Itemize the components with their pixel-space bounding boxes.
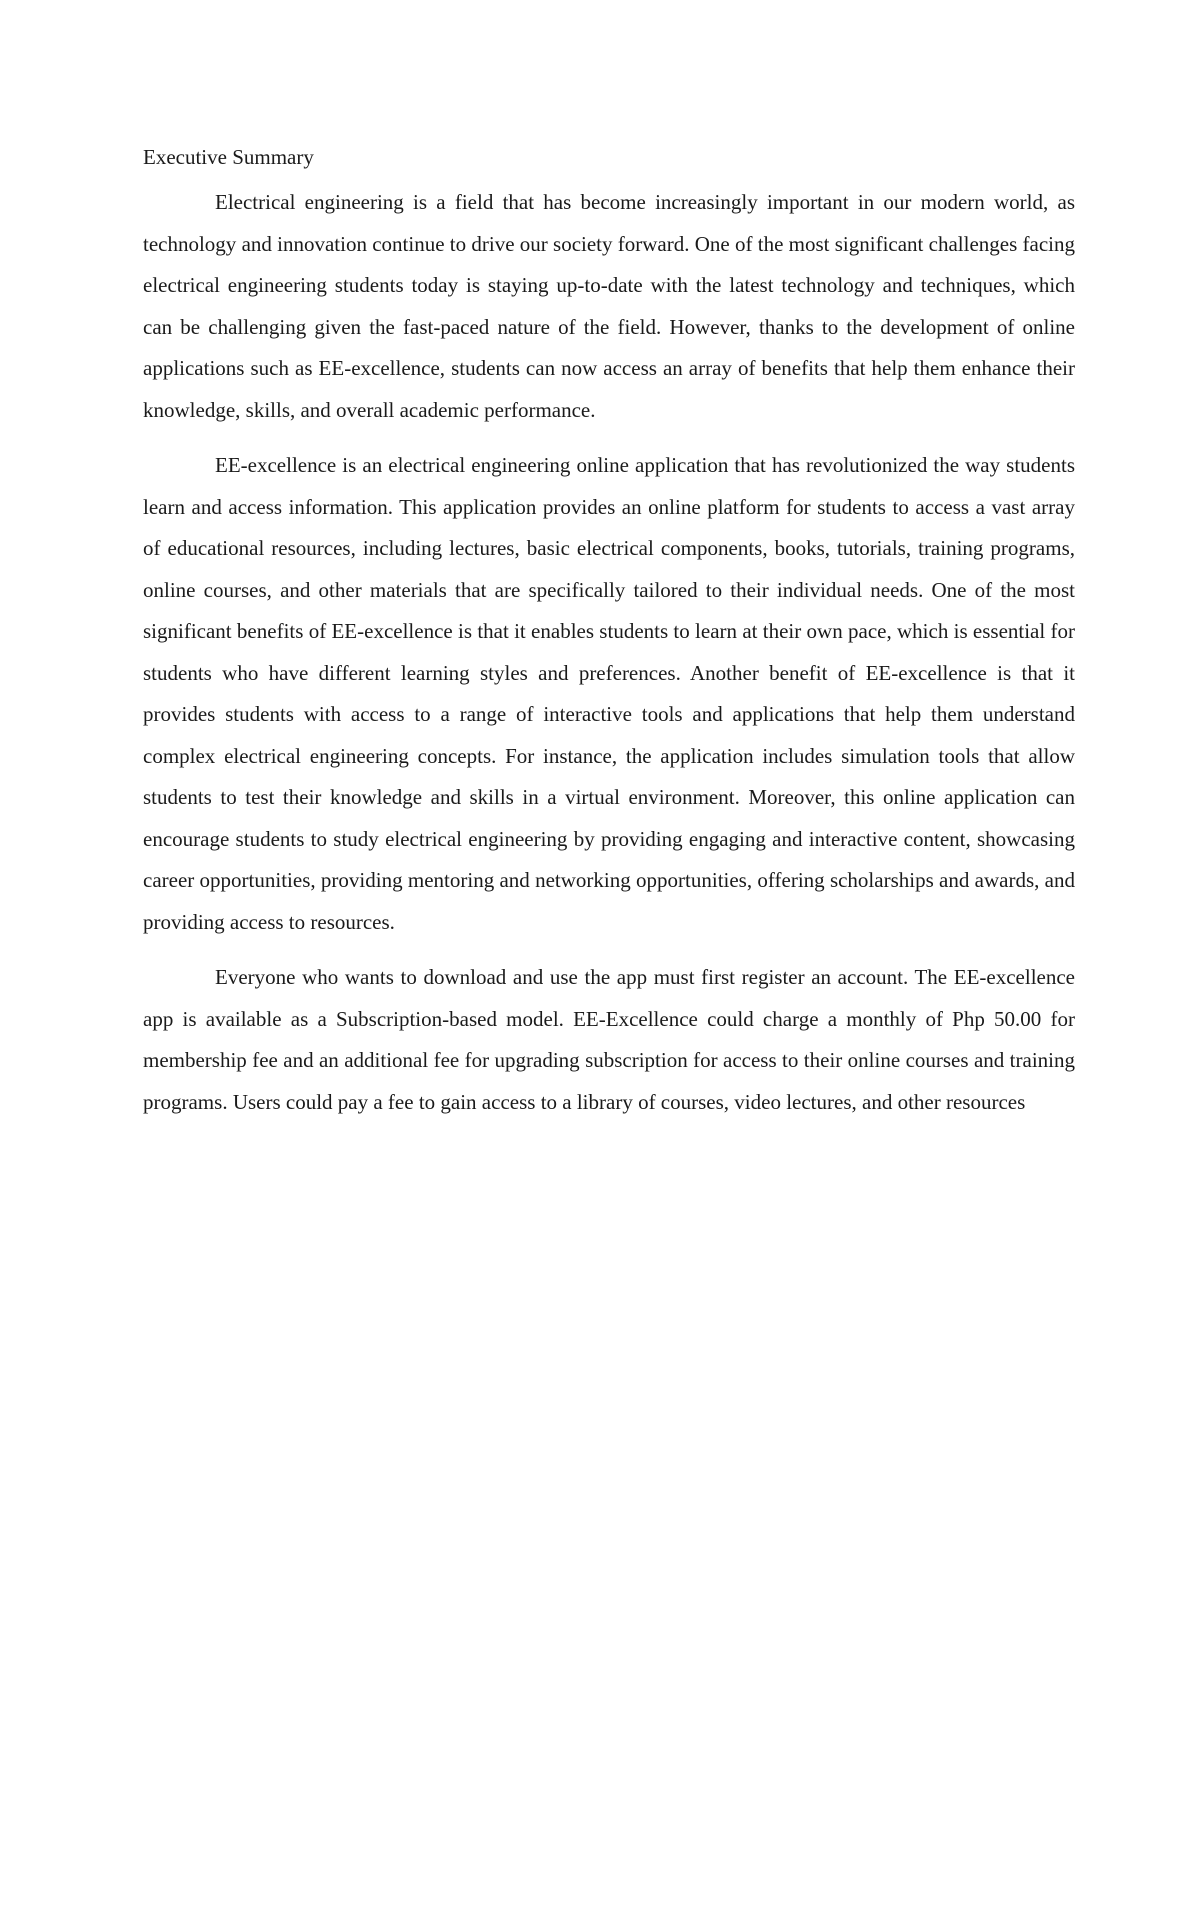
paragraph-ee-excellence: EE-excellence is an electrical engineering online application that has revolutionized the way students learn and access information. This application provides an online platform for students to access a vast array of educational resources, including lectures, basic electrical components, books, tutorials, training programs, online courses, and other materials that are specifically tailored to their individual needs. One of the most significant benefits of EE-excellence is that it enables students to learn at their own pace, which is essential for students who have different learning styles and preferences. Another benefit of EE-excellence is that it provides students with access to a range of interactive tools and applications that help them understand complex electrical engineering concepts. For instance, the application includes simulation tools that allow students to test their knowledge and skills in a virtual environment. Moreover, this online application can encourage students to study electrical engineering by providing engaging and interactive content, showcasing career opportunities, providing mentoring and networking opportunities, offering scholarships and awards, and providing access to resources. [143,453,1075,934]
document-page [143,140,1075,1137]
paragraph-subscription: Everyone who wants to download and use the app must first register an account. The EE-excellence app is available as a Subscription-based model. EE-Excellence could charge a monthly of Php 50.00 for membership fee and an additional fee for upgrading subscription for access to their online courses and training programs. Users could pay a fee to gain access to a library of courses, video lectures, and other resources [143,965,1075,1114]
paragraph-intro: Electrical engineering is a field that has become increasingly important in our modern world, as technology and innovation continue to drive our society forward. One of the most significant challenges facing electrical engineering students today is staying up-to-date with the latest technology and techniques, which can be challenging given the fast-paced nature of the field. However, thanks to the development of online applications such as EE-excellence, students can now access an array of benefits that help them enhance their knowledge, skills, and overall academic performance. [143,190,1075,422]
document-heading: Executive Summary [143,145,314,169]
